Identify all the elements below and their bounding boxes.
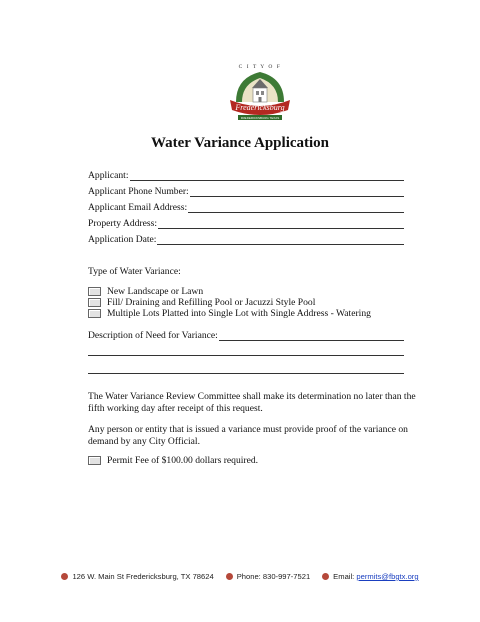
description-line-3[interactable] (88, 373, 404, 374)
application-date-label: Application Date: (88, 234, 157, 245)
bullet-icon (226, 573, 233, 580)
applicant-phone-input-line[interactable] (190, 186, 404, 197)
property-address-field[interactable] (88, 215, 404, 229)
city-seal-logo (224, 60, 296, 124)
proof-paragraph: Any person or entity that is issued a variance must provide proof of the variance on demand by any City Official. (88, 424, 408, 447)
footer-phone: Phone: 830-997-7521 (236, 572, 311, 581)
svg-text:Fredericksburg: Fredericksburg (235, 103, 285, 112)
applicant-label: Applicant: (88, 170, 129, 181)
applicant-email-label: Applicant Email Address: (88, 202, 188, 213)
variance-type-label: Type of Water Variance: (88, 266, 181, 277)
option-label: New Landscape or Lawn (107, 286, 204, 297)
bullet-icon (61, 573, 68, 580)
svg-text:C I T Y O F: C I T Y O F (238, 64, 282, 70)
option-label: Multiple Lots Platted into Single Lot with Single Address - Watering (107, 308, 371, 319)
property-address-input-line[interactable] (158, 218, 404, 229)
option-new-landscape[interactable] (88, 286, 203, 297)
description-input-line[interactable] (219, 330, 404, 341)
permit-fee-label: Permit Fee of $100.00 dollars required. (107, 455, 259, 466)
option-multiple-lots[interactable] (88, 308, 371, 319)
committee-paragraph: The Water Variance Review Committee shall make its determination no later than the fifth working day after receipt of this request. (88, 391, 416, 414)
property-address-label: Property Address: (88, 218, 158, 229)
checkbox[interactable] (88, 309, 101, 318)
applicant-field[interactable] (88, 167, 404, 181)
footer (0, 572, 480, 581)
description-label: Description of Need for Variance: (88, 330, 218, 341)
description-line-2[interactable] (88, 355, 404, 356)
applicant-input-line[interactable] (130, 170, 405, 181)
applicant-phone-field[interactable] (88, 183, 404, 197)
footer-email-link[interactable]: permits@fbgtx.org (356, 572, 419, 581)
application-date-field[interactable] (88, 231, 404, 245)
footer-address: 126 W. Main St Fredericksburg, TX 78624 (72, 572, 214, 581)
applicant-email-field[interactable] (88, 199, 404, 213)
description-field[interactable] (88, 327, 404, 341)
checkbox[interactable] (88, 287, 101, 296)
bullet-icon (322, 573, 329, 580)
checkbox[interactable] (88, 298, 101, 307)
application-date-input-line[interactable] (157, 234, 404, 245)
applicant-email-input-line[interactable] (188, 202, 404, 213)
page-title: Water Variance Application (150, 135, 330, 151)
checkbox[interactable] (88, 456, 101, 465)
option-label: Fill/ Draining and Refilling Pool or Jacuzzi Style Pool (107, 297, 316, 308)
svg-text:FREDERICKSBURG TEXAS: FREDERICKSBURG TEXAS (240, 116, 280, 120)
footer-email-label: Email: (333, 572, 357, 581)
applicant-phone-label: Applicant Phone Number: (88, 186, 189, 197)
option-pool-fill[interactable] (88, 297, 315, 308)
permit-fee-option[interactable] (88, 455, 258, 466)
